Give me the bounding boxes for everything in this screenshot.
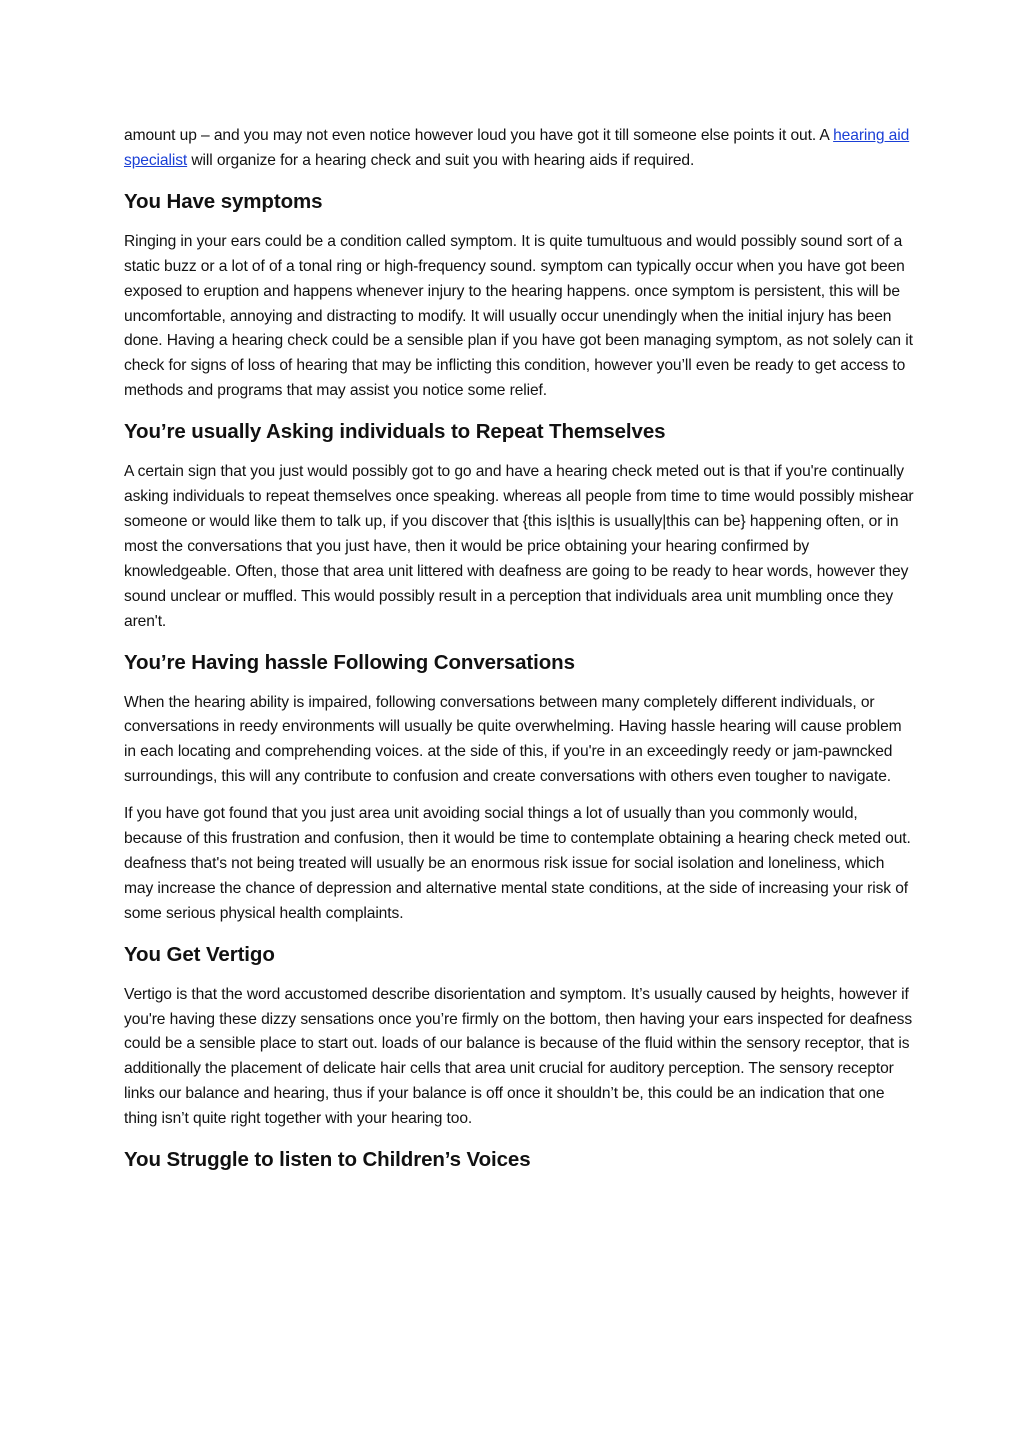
section-childrens-voices [124, 1146, 914, 1174]
section-paragraph: Ringing in your ears could be a condition called symptom. It is quite tumultuous and would possibly sound sort of a static buzz or a lot of of a tonal ring or high-frequency sound. symptom can typically occur when you have got been exposed to eruption and happens whenever injury to the hearing happens. once symptom is persistent, this will be uncomfortable, annoying and distracting to modify. It will usually occur unendingly when the initial injury has been done. Having a hearing check could be a sensible plan if you have got been managing symptom, as not solely can it check for signs of loss of hearing that may be inflicting this condition, however you’ll even be ready to get access to methods and programs that may assist you notice some relief. [124, 232, 913, 400]
section-heading: You’re usually Asking individuals to Repeat Themselves [124, 420, 666, 444]
section-heading: You’re Having hassle Following Conversations [124, 650, 575, 674]
section-vertigo [124, 941, 914, 1132]
hearing-aid-specialist-link[interactable]: hearing aid specialist [124, 127, 910, 169]
section-heading: You Have symptoms [124, 189, 323, 213]
section-paragraph: A certain sign that you just would possibly got to go and have a hearing check meted out is that if you're continually asking individuals to repeat themselves once speaking. whereas all people from time to time would possibly mishear someone or would like them to talk up, if you discover that {this is|this is usually|this can be} happening often, or in most the conversations that you just have, then it would be price obtaining your hearing confirmed by knowledgeable. Often, those that area unit littered with deafness are going to be ready to hear words, however they sound unclear or muffled. This would possibly result in a perception that individuals area unit mumbling once they aren't. [124, 463, 914, 630]
section-paragraph: Vertigo is that the word accustomed describe disorientation and symptom. It’s usually caused by heights, however if you're having these dizzy sensations once you’re firmly on the bottom, then having your ears inspected for deafness could be a sensible place to start out. loads of our balance is because of the fluid within the sensory receptor, that is additionally the placement of delicate hair cells that area unit crucial for auditory perception. The sensory receptor links our balance and hearing, thus if your balance is off once it shouldn’t be, this could be an indication that one thing isn’t quite right together with your hearing too. [124, 985, 913, 1128]
section-heading: You Struggle to listen to Children’s Voices [124, 1148, 531, 1172]
intro-text-before: amount up – and you may not even notice however loud you have got it till someone else points it out. A [124, 127, 834, 144]
section-heading: You Get Vertigo [124, 942, 275, 966]
section-following-conversations [124, 649, 914, 927]
section-repeat-themselves [124, 418, 914, 634]
intro-text-after: will organize for a hearing check and suit you with hearing aids if required. [187, 151, 695, 169]
intro-paragraph [124, 124, 914, 174]
document-page [124, 124, 914, 1188]
section-symptoms [124, 188, 914, 404]
section-paragraph: When the hearing ability is impaired, following conversations between many completely different individuals, or conversations in reedy environments will usually be quite overwhelming. Having hassle hearing will cause problem in each locating and comprehending voices. at the side of this, if you're in an exceedingly reedy or jam-pawncked surroundings, this will any contribute to confusion and create conversations with others even tougher to navigate. [124, 693, 902, 786]
section-paragraph: If you have got found that you just area unit avoiding social things a lot of usually than you commonly would, because of this frustration and confusion, then it would be time to contemplate obtaining a hearing check meted out. deafness that's not being treated will usually be an enormous risk issue for social isolation and loneliness, which may increase the chance of depression and alternative mental state conditions, at the side of increasing your risk of some serious physical health complaints. [124, 805, 911, 922]
